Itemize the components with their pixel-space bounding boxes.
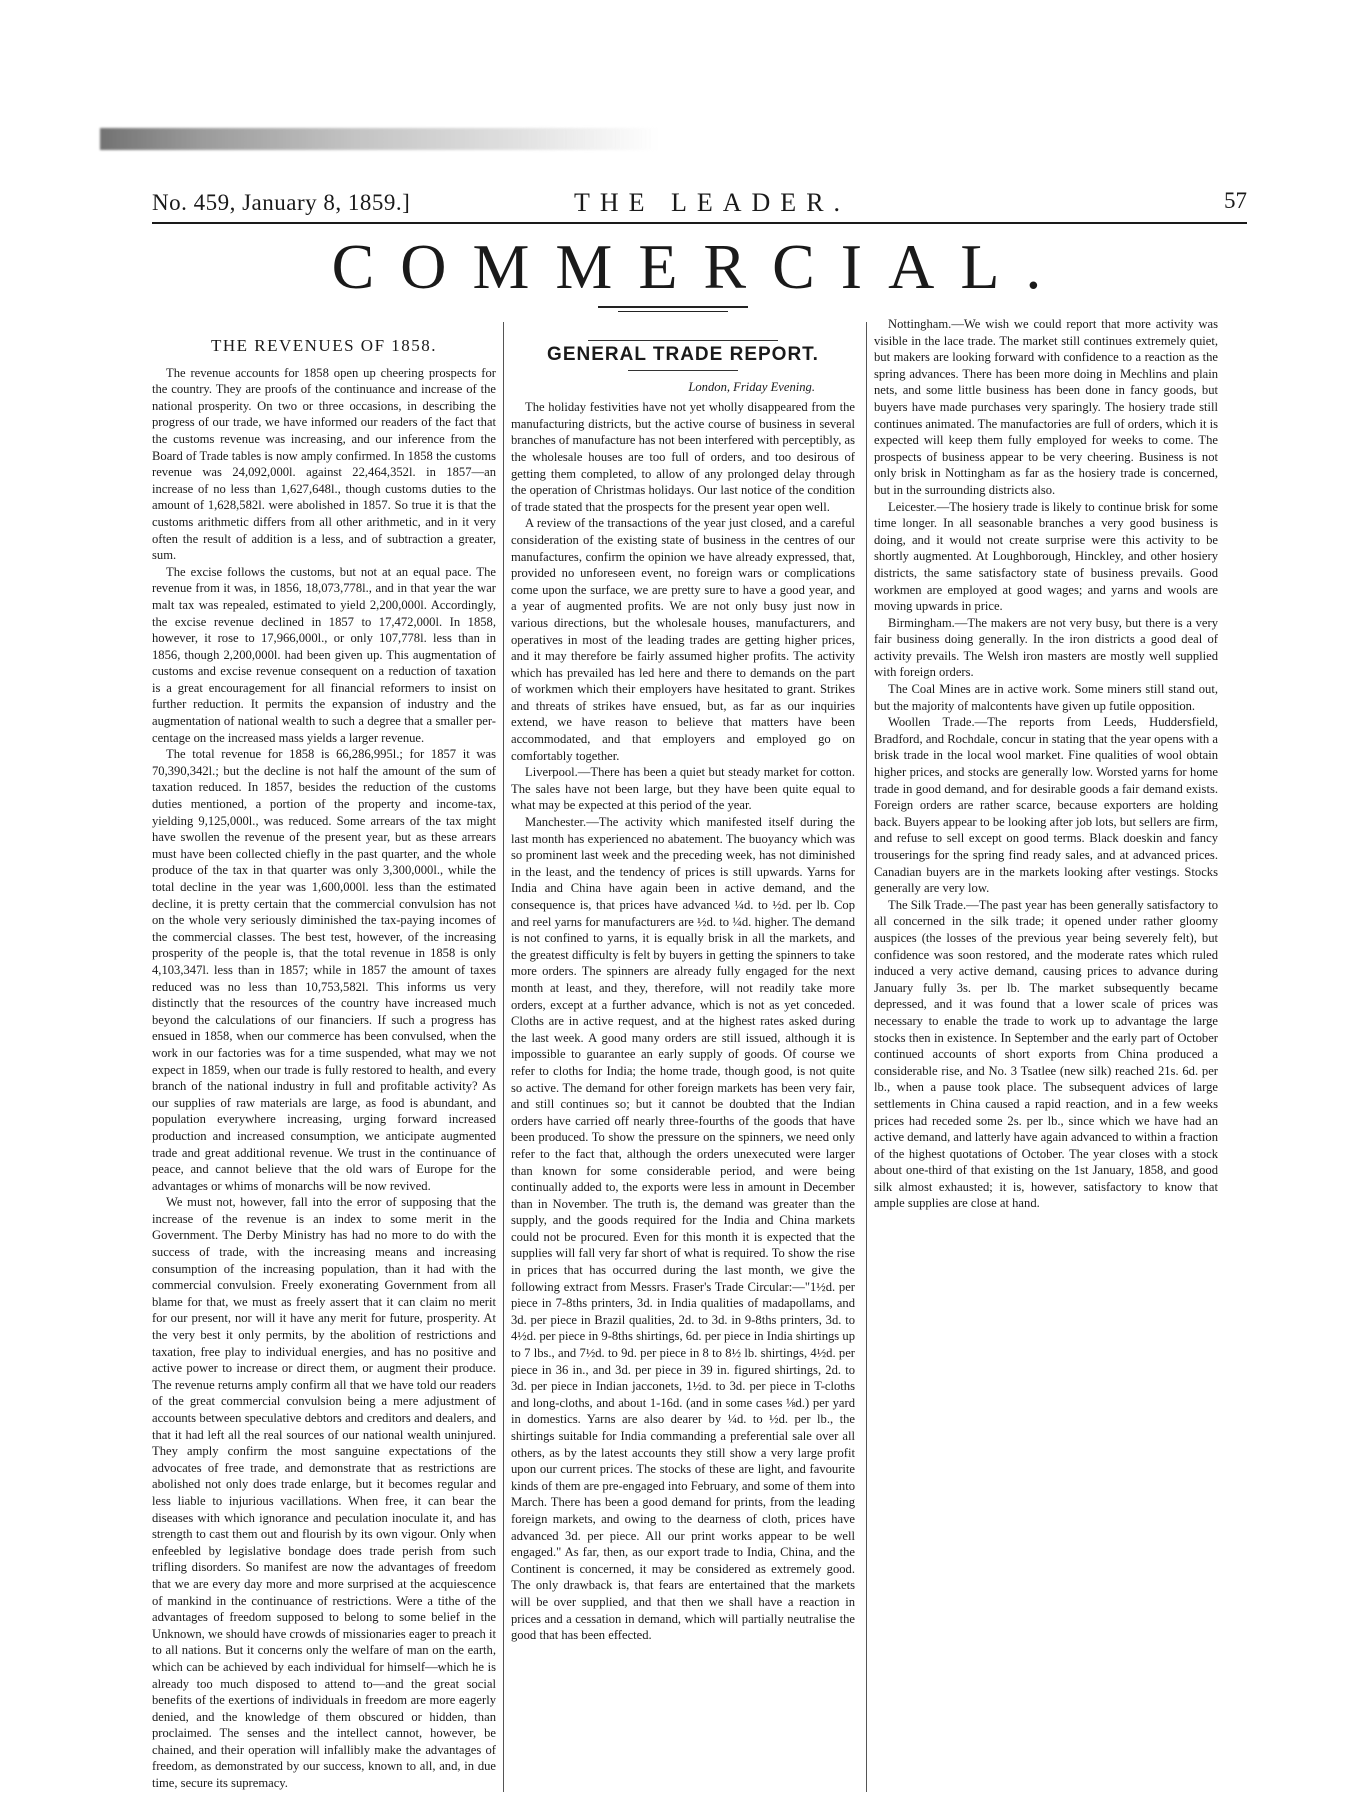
masthead-rule bbox=[152, 222, 1247, 224]
trade-paragraph: Woollen Trade.—The reports from Leeds, Huddersfield, Bradford, and Rochdale, concur in stating that the year opens with a brisk trade in the local wool market. Fine qualities of wool obtain higher prices, and stocks are generally low. Worsted yarns for home trade in good demand, and for desirable goods a fair demand exists. Foreign orders are rather scarce, because exporters are holding back. Buyers appear to be looking after job lots, but sellers are firm, and refuse to sell except on good terms. Black doeskin and fancy trouserings for the spring find ready sales, and at advanced prices. Canadian buyers are in the markets looking after vestings. Stocks generally are very low. bbox=[874, 715, 1218, 896]
page-number: 57 bbox=[1224, 188, 1247, 213]
scan-smudge bbox=[100, 128, 660, 150]
masthead bbox=[152, 182, 1247, 222]
column-1 bbox=[152, 316, 496, 1796]
trade-paragraph: Liverpool.—There has been a quiet but steady market for cotton. The sales have not been large, but they have been quite equal to what may be expected at this period of the year. bbox=[511, 765, 855, 813]
column-rule bbox=[866, 322, 867, 1792]
trade-paragraph: Nottingham.—We wish we could report that more activity was visible in the lace trade. The market still continues extremely quiet, but makers are looking forward with confidence to a reaction as the spring advances. There has been more doing in Mechlins and plain nets, and some little business has been done in fancy goods, but buyers have made purchases very sparingly. The hosiery trade still continues animated. The manufactories are full of orders, which it is expected will keep them fully employed for weeks to come. The prospects of business appear to be very cheering. Business is not only brisk in Nottingham as far as the hosiery trade is concerned, but in the surrounding districts also. bbox=[874, 317, 1218, 497]
trade-heading-rule-lower bbox=[628, 370, 738, 371]
revenues-paragraph: The revenue accounts for 1858 open up cheering prospects for the country. They are proofs of the continuance and increase of the national prosperity. On two or three occasions, in describing the progress of our trade, we have informed our readers of the fact that the customs revenue was increasing, and our inference from the Board of Trade tables is now amply confirmed. In 1858 the customs revenue was 24,092,000l. against 22,464,352l. in 1857—an increase of no less than 1,627,648l., though customs duties to the amount of 1,628,582l. were abolished in 1857. So true it is that the customs arithmetic differs from all other arithmetic, and in it very often the result of addition is a less, and of subtraction a greater, sum. bbox=[152, 365, 496, 563]
trade-paragraph: A review of the transactions of the year just closed, and a careful consideration of the existing state of business in the centres of our manufactures, confirm the opinion we have already expressed, that, provided no unforeseen event, no foreign wars or complications come upon the surface, we are pretty sure to have a good year, and a year of augmented profits. We are not only busy just now in various directions, but the wholesale houses, manufacturers, and operatives in most of the leading trades are getting higher prices, and it may therefore be fairly assumed higher profits. The activity which has prevailed has led here and there to demands on the part of workmen which their employers have hesitated to grant. Strikes and threats of strikes have ensued, but, as far as our inquiries extend, we have reason to believe that matters have been accommodated, and that employers and employed go on comfortably together. bbox=[511, 516, 855, 763]
trade-paragraph: The holiday festivities have not yet wholly disappeared from the manufacturing districts, but the active course of business in several branches of manufacture has not been interfered with perceptibly, as the wholesale houses are too full of orders, and too desirous of getting them completed, to allow of any prolonged delay through the operation of Christmas holidays. Our last notice of the condition of trade stated that the prospects for the present year open well. bbox=[511, 400, 855, 514]
revenues-heading: THE REVENUES OF 1858. bbox=[210, 336, 438, 355]
issue-line: No. 459, January 8, 1859.] bbox=[152, 190, 411, 215]
trade-paragraph: Leicester.—The hosiery trade is likely to continue brisk for some time longer. In all seasonable branches a very good business is doing, and it would not create surprise were this activity to be shortly augmented. At Loughborough, Hinckley, and other hosiery districts, the same satisfactory state of business prevails. Good workmen are employed at good wages; and yarns and wools are moving upwards in price. bbox=[874, 499, 1218, 614]
title-rule bbox=[598, 306, 748, 308]
revenues-paragraph: The total revenue for 1858 is 66,286,995l.; for 1857 it was 70,390,342l.; but the decline is not half the amount of the sum of taxation reduced. In 1857, besides the reduction of the customs duties mentioned, a portion of the property and income-tax, yielding 9,125,000l., was reduced. Some arrears of the tax might have swollen the revenue of the present year, but as these arrears must have been collected chiefly in the past quarter, and the whole produce of the tax in that quarter was only 3,300,000l., while the total decline in the year was 1,600,000l. less than the estimated decline, it is pretty certain that the commercial convulsion has not on the whole very seriously diminished the tax-paying incomes of the commercial classes. The best test, however, of the increasing prosperity of the people is, that the total revenue in 1858 is only 4,103,347l. less than in 1857; while in 1857 the amount of taxes reduced was no less than 10,753,582l. This informs us very distinctly that the resources of the country have increased much beyond the calculations of our financiers. If such a progress has ensued in 1858, when our commerce has been convulsed, when the work in our factories was for a time suspended, what may we not expect in 1859, when our trade is fully restored to health, and every branch of the national industry in full and profitable activity? As our supplies of raw materials are large, as food is abundant, and population everywhere increasing, urging forward increased production and increased consumption, we anticipate augmented trade and great additional revenue. We trust in the continuance of peace, and cannot believe that the old wars of Europe for the advantages or whims of monarchs will be now revived. bbox=[152, 747, 496, 1193]
revenues-paragraph: The excise follows the customs, but not at an equal pace. The revenue from it was, in 1856, 18,073,778l., and in that year the war malt tax was repealed, estimated to yield 2,200,000l. Accordingly, the excise revenue declined in 1857 to 17,472,000l. In 1858, however, it rose to 17,966,000l., or only 107,778l. less than in 1856, though 2,200,000l. had been given up. This augmentation of customs and excise revenue consequent on a reduction of taxation is a great encouragement for all financial reformers to insist on further reduction. It permits the expansion of industry and the augmentation of national wealth to such a degree that a smaller per-centage on the increased mass yields a larger revenue. bbox=[152, 564, 496, 745]
trade-heading: GENERAL TRADE REPORT. bbox=[547, 344, 819, 365]
trade-paragraph: The Coal Mines are in active work. Some miners still stand out, but the majority of malcontents have given up futile opposition. bbox=[874, 682, 1218, 713]
trade-heading-rule bbox=[588, 340, 778, 341]
column-3 bbox=[874, 316, 1218, 1796]
title-rule-thin bbox=[618, 311, 728, 312]
trade-paragraph: Manchester.—The activity which manifested itself during the last month has experienced no abatement. The buoyancy which was so prominent last week and the preceding week, has not diminished in the least, and the tendency of prices is still upwards. Yarns for India and China have again been in active demand, and the consequence is, that prices have advanced ¼d. to ½d. per lb. Cop and reel yarns for manufacturers are ½d. to ¼d. higher. The demand is not confined to yarns, it is equally brisk in all the markets, and the greatest difficulty is felt by buyers in getting the spinners to take more orders. The spinners are already fully engaged for the next month at least, and they, therefore, will not readily take more orders, except at a further advance, which is not as yet conceded. Cloths are in active request, and at the highest rates asked during the last week. A good many orders are still issued, although it is impossible to guarantee an early supply of goods. Of course we refer to cloths for India; the home trade, though good, is not quite so active. The demand for other foreign markets has been very fair, and still continues so; but it cannot be doubted that the Indian orders have carried off nearly three-fourths of the goods that have been produced. To show the pressure on the spinners, we need only refer to the fact that, although the orders unexecuted were larger than known for some considerable period, and were being continually added to, the exports were less in amount in December than in November. The truth is, the demand was greater than the supply, and the goods required for the India and China markets could not be procured. Even for this month it is expected that the supplies will fall very far short of what is required. To show the rise in prices that has occurred during the last month, we give the following extract from Messrs. Fraser's Trade Circular:—"1½d. per piece in 7-8ths printers, 3d. in India qualities of madapollams, and 3d. per piece in Brazil qualities, 2d. to 3d. in 9-8ths printers, 3d. to 4½d. per piece in 9-8ths shirtings, 6d. per piece in India shirtings up to 7 lbs., and 7½d. to 9d. per piece in 8 to 8½ lb. shirtings, 4½d. per piece in 36 in., and 3d. per piece in 39 in. figured shirtings, 2d. to 3d. per piece in Indian jacconets, 1½d. to 3d. per piece in T-cloths and long-cloths, and about 1-16d. (and in some cases ⅛d.) per yard in domestics. Yarns are also dearer by ¼d. to ½d. per lb., the shirtings suitable for India commanding a preferential sale over all others, as by the latest accounts they still show a very large profit upon our current prices. The stocks of these are light, and favourite kinds of them are pre-engaged into February, and some of them into March. There has been a good demand for prints, from the leading foreign markets, and owing to the dearness of cloth, prices have advanced 3d. per piece. All our print works appear to be well engaged." As far, then, as our export trade to India, China, and the Continent is concerned, it may be considered as extremely good. The only drawback is, that fears are entertained that the markets will be over supplied, and that then we shall have a reaction in prices and a cessation in demand, which will partially neutralise the good that has been effected. bbox=[511, 815, 855, 1643]
paper-title: THE LEADER. bbox=[573, 188, 851, 217]
column-2 bbox=[511, 316, 855, 1796]
section-title: COMMERCIAL. bbox=[331, 231, 1068, 302]
revenues-paragraph: We must not, however, fall into the error of supposing that the increase of the revenue is an index to some merit in the Government. The Derby Ministry has had no more to do with the success of trade, with the increasing means and increasing consumption of the increasing population, than it had with the commercial convulsion. Freely exonerating Government from all blame for that, we must as freely assert that it can claim no merit for our present, nor will it have any merit for future, prosperity. At the very best it only permits, by the abolition of restrictions and taxation, free play to individual energies, and has no positive and active power to increase or direct them, or augment their produce. The revenue returns amply confirm all that we have told our readers of the great commercial convulsion being a mere adjustment of accounts between speculative debtors and creditors and dealers, and that it had left all the real sources of our national wealth uninjured. They amply confirm the most sanguine expectations of the advocates of free trade, and demonstrate that as restrictions are abolished not only does trade enlarge, but it becomes regular and less liable to injurious vacillations. When free, it can bear the diseases with which ignorance and peculation inoculate it, and has strength to cast them out and flourish by its own vigour. Only when enfeebled by legislative bondage does trade perish from such trifling disorders. So manifest are now the advantages of freedom that we are every day more and more surprised at the acquiescence of mankind in the continuance of restrictions. Were a tithe of the advantages of freedom supposed to belong to some belief in the Unknown, we should have crowds of missionaries eager to preach it to all nations. But it concerns only the welfare of man on the earth, which can be achieved by each individual for himself—which he is already too much disposed to attend to—and the great social benefits of the exertions of individuals in freedom are more eagerly denied, and the knowledge of them obscured or hidden, than proclaimed. The senses and the intellect cannot, however, be chained, and their operation will infallibly make the advantages of freedom, as demonstrated by our success, known to all, and, in due time, secure its supremacy. bbox=[152, 1195, 496, 1791]
column-rule bbox=[503, 322, 504, 1792]
trade-paragraph: The Silk Trade.—The past year has been generally satisfactory to all concerned in the silk trade; it opened under rather gloomy auspices (the losses of the previous year being severely felt), but confidence was soon restored, and the moderate rates which ruled induced a very active demand, causing prices to advance during January fully 3s. per lb. The market subsequently became depressed, and it was found that a lower scale of prices was necessary to enable the trade to work up to advantage the large stocks then in existence. In September and the early part of October continued accounts of short exports from China produced a considerable rise, and No. 3 Tsatlee (new silk) reached 21s. 6d. per lb., when a pause took place. The subsequent advices of large settlements in China caused a rapid reaction, and in a few weeks prices had receded some 2s. per lb., since which we have had an active demand, and latterly have again advanced to within a fraction of the highest quotations of October. The year closes with a stock about one-third of that existing on the 1st January, 1858, and good silk almost exhausted; it is, however, satisfactory to know that ample supplies are close at hand. bbox=[874, 897, 1218, 1211]
trade-paragraph: Birmingham.—The makers are not very busy, but there is a very fair business doing generally. In the iron districts a good deal of activity prevails. The Welsh iron masters are mostly well supplied with foreign orders. bbox=[874, 615, 1218, 680]
trade-dateline: London, Friday Evening. bbox=[688, 379, 815, 394]
